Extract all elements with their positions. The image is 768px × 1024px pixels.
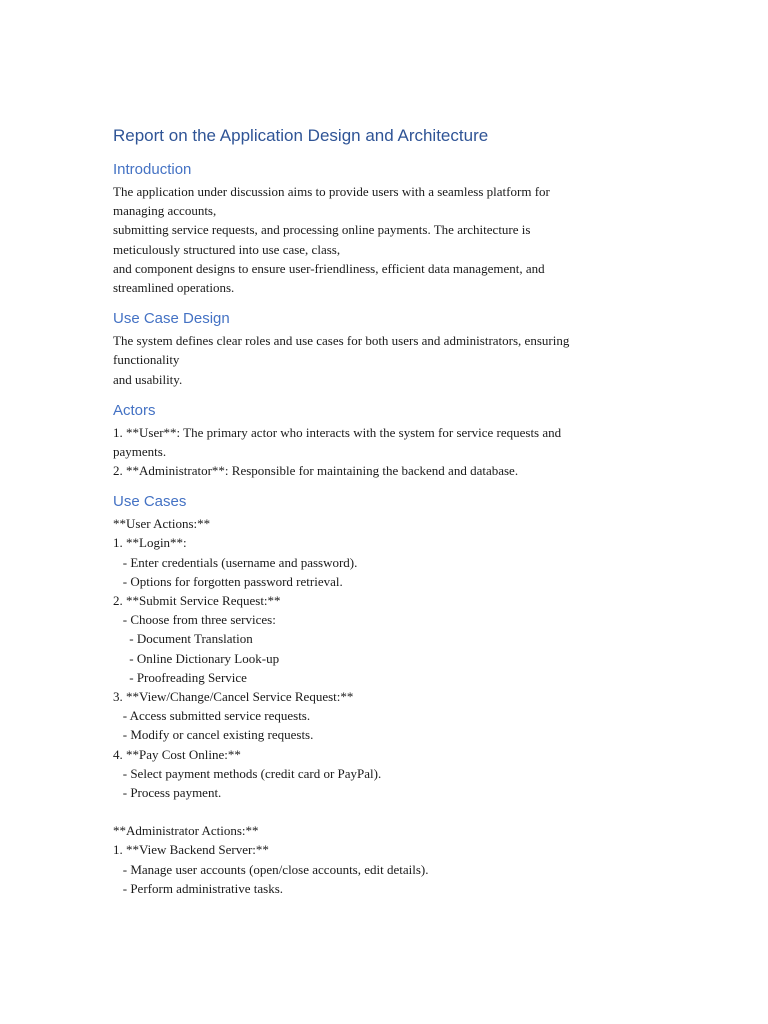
paragraph-line: streamlined operations. [113,279,235,295]
list-item: - Proofreading Service [113,669,247,685]
paragraph-line: and component designs to ensure user-friendliness, efficient data management, and [113,260,545,276]
list-item: - Process payment. [113,784,222,800]
use-case-design-paragraph [113,331,653,389]
paragraph-line: and usability. [113,371,183,387]
paragraph-line: The application under discussion aims to provide users with a seamless platform for [113,184,550,199]
list-item: - Enter credentials (username and password). [113,554,358,570]
document-title: Report on the Application Design and Architecture [113,126,489,145]
use-cases-list [113,514,653,898]
list-item: - Document Translation [113,631,253,647]
section-heading-actors: Actors [113,401,156,419]
document-page [113,125,653,898]
list-item: 1. **User**: The primary actor who interacts with the system for service requests and [113,424,562,440]
blank-line [113,802,653,821]
paragraph-line: functionality [113,352,180,368]
list-item: **User Actions:** [113,516,211,532]
list-item: - Access submitted service requests. [113,708,311,724]
list-item: - Online Dictionary Look-up [113,650,280,666]
section-introduction [113,160,653,309]
list-item: - Modify or cancel existing requests. [113,727,314,743]
list-item: 3. **View/Change/Cancel Service Request:** [113,688,354,704]
section-actors [113,401,653,493]
section-heading-use-case-design: Use Case Design [113,310,230,328]
paragraph-line: managing accounts, [113,203,217,219]
list-item: - Perform administrative tasks. [113,880,284,896]
list-item: 2. **Administrator**: Responsible for maintaining the backend and database. [113,463,519,479]
list-item: 1. **View Backend Server:** [113,842,269,858]
list-item: **Administrator Actions:** [113,823,259,839]
list-item: - Options for forgotten password retrieval. [113,573,343,589]
list-item: - Choose from three services: [113,612,276,628]
list-item: 4. **Pay Cost Online:** [113,746,241,762]
section-use-case-design [113,309,653,401]
paragraph-line: meticulously structured into use case, class, [113,241,341,257]
paragraph-line: The system defines clear roles and use cases for both users and administrators, ensuring [113,333,570,349]
actors-list [113,423,653,481]
section-heading-use-cases: Use Cases [113,493,187,511]
paragraph-line: submitting service requests, and processing online payments. The architecture is [113,222,531,238]
list-item: payments. [113,443,167,459]
list-item: - Manage user accounts (open/close accounts, edit details). [113,861,429,877]
list-item: - Select payment methods (credit card or PayPal). [113,765,382,781]
list-item: 1. **Login**: [113,535,187,551]
introduction-paragraph [113,182,653,297]
section-heading-introduction: Introduction [113,161,192,178]
section-use-cases [113,492,653,898]
list-item: 2. **Submit Service Request:** [113,593,281,608]
